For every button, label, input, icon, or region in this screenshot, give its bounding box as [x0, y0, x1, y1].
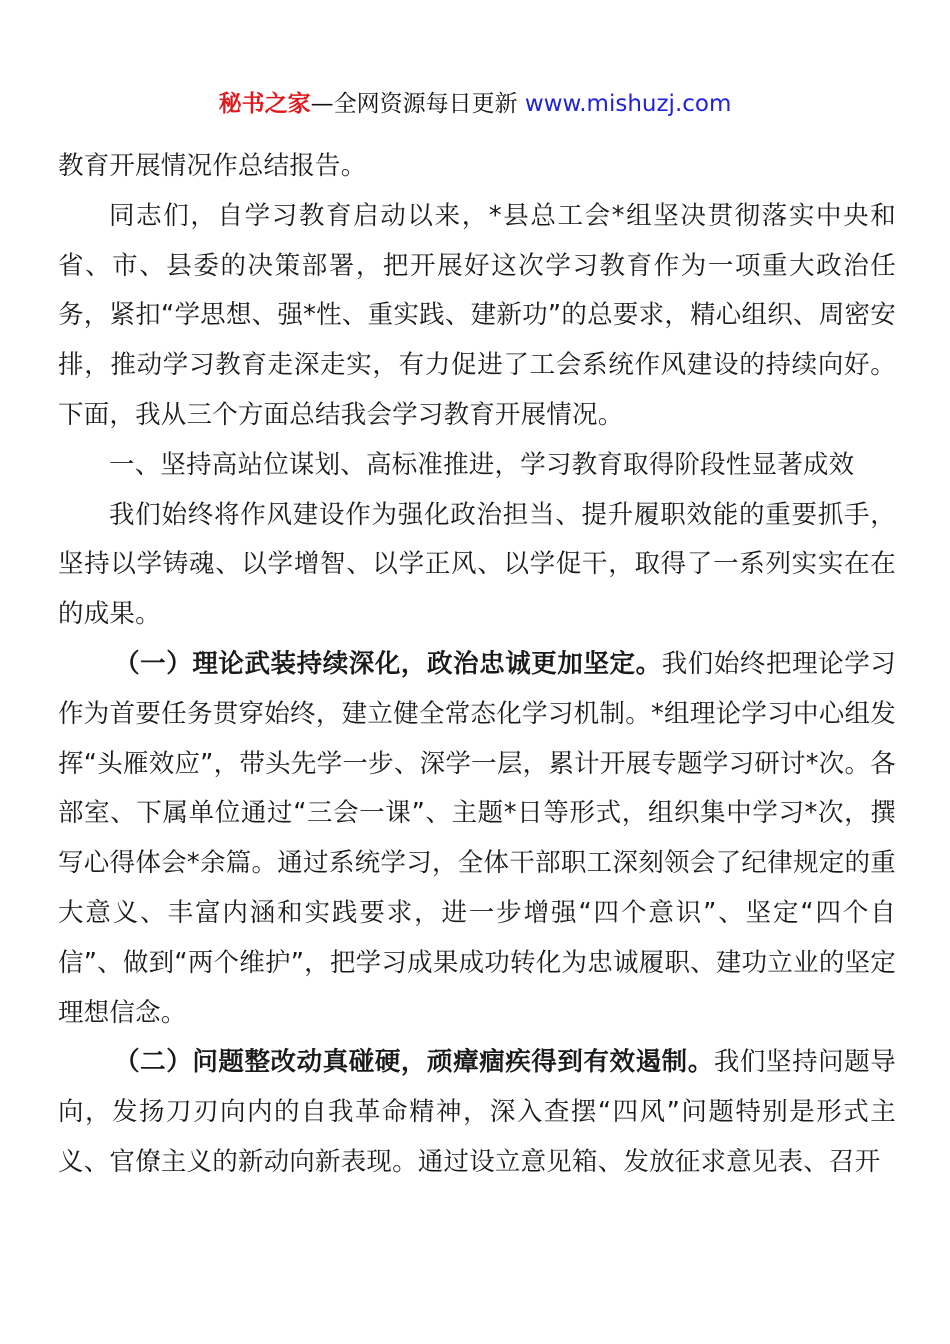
paragraph-section-1-intro: 我们始终将作风建设作为强化政治担当、提升履职效能的重要抓手，坚持以学铸魂、以学增智、以学正风、以学促干，取得了一系列实实在在的成果。 — [58, 499, 896, 630]
subsection-2-text: 我们坚持问题导向，发扬刀刃向内的自我革命精神，深入查摆“四风”问题特别是形式主义、官僚主义的新动向新表现。通过设立意见箱、发放征求意见表、召开 — [58, 1047, 896, 1177]
site-tagline: —全网资源每日更新 — [310, 91, 525, 117]
paragraph-intro-tail: 教育开展情况作总结报告。 — [58, 151, 367, 181]
section-heading-1: 一、坚持高站位谋划、高标准推进，学习教育取得阶段性显著成效 — [109, 449, 855, 480]
paragraph-subsection-1 — [58, 640, 896, 1038]
document-body — [58, 142, 896, 1188]
site-header — [0, 86, 950, 122]
paragraph-subsection-2 — [58, 1038, 896, 1187]
subsection-2-title: （二）问题整改动真碰硬，顽瘴痼疾得到有效遏制。 — [114, 1047, 714, 1078]
subsection-1-text: 我们始终把理论学习作为首要任务贯穿始终，建立健全常态化学习机制。*组理论学习中心组发挥“头雁效应”，带头先学一步、深学一层，累计开展专题学习研讨*次。各部室、下属单位通过“三会一课”、主题*日等形式，组织集中学习*次，撰写心得体会*余篇。通过系统学习，全体干部职工深刻领会了纪律规定的重大意义、丰富内涵和实践要求，进一步增强“四个意识”、坚定“四个自信”、做到“两个维护”，把学习成果成功转化为忠诚履职、建功立业的坚定理想信念。 — [58, 648, 896, 1028]
paragraph-opening: 同志们，自学习教育启动以来，*县总工会*组坚决贯彻落实中央和省、市、县委的决策部署，把开展好这次学习教育作为一项重大政治任务，紧扣“学思想、强*性、重实践、建新功”的总要求，精心组织、周密安排，推动学习教育走深走实，有力促进了工会系统作风建设的持续向好。下面，我从三个方面总结我会学习教育开展情况。 — [58, 200, 896, 430]
subsection-1-title: （一）理论武装持续深化，政治忠诚更加坚定。 — [114, 648, 662, 679]
site-url-link[interactable]: www.mishuzj.com — [524, 91, 732, 117]
site-brand: 秘书之家 — [218, 91, 311, 117]
